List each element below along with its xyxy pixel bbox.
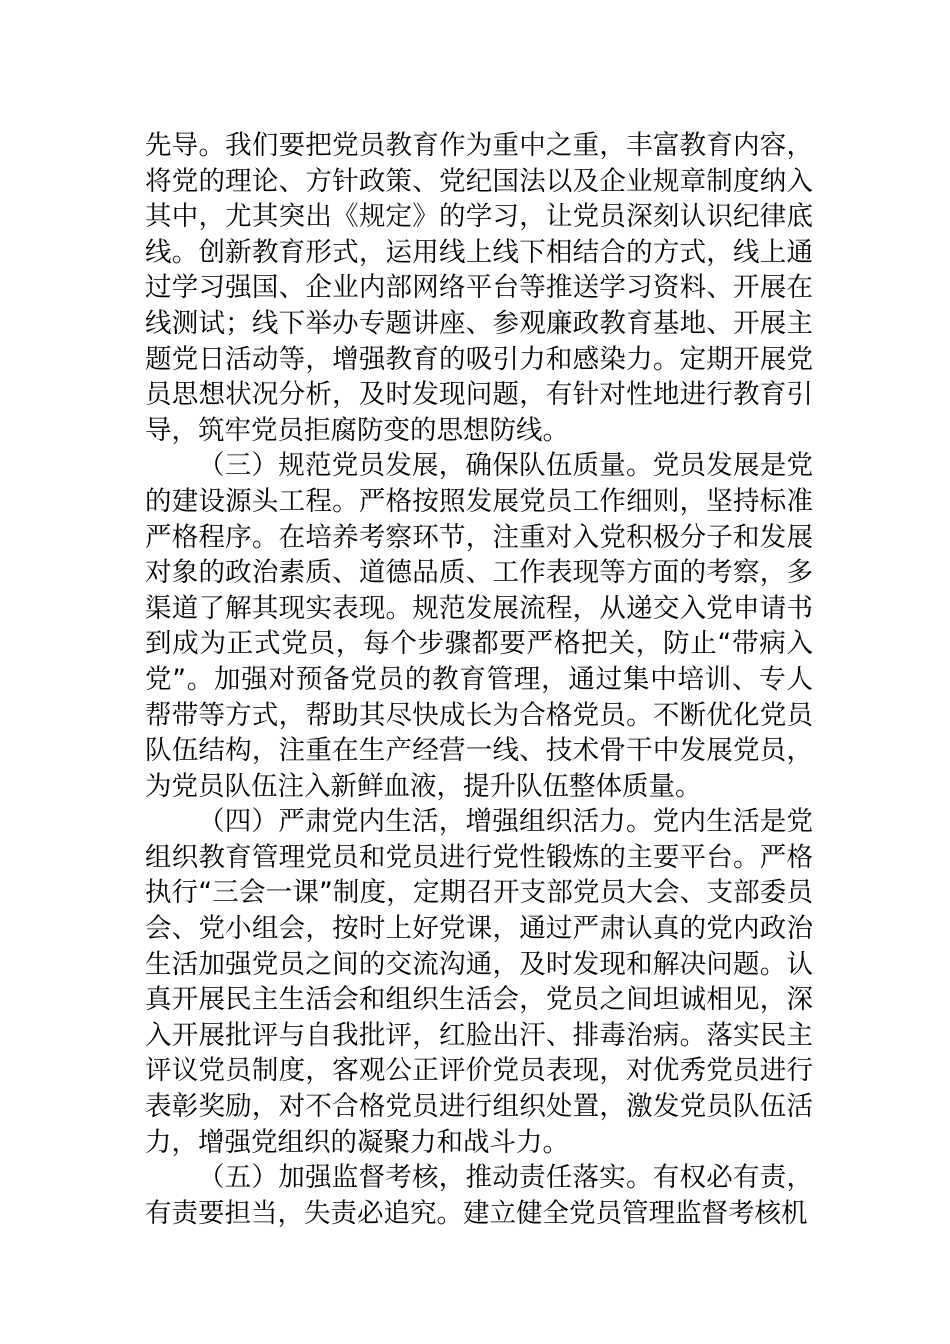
paragraph-section-4: （四）严肃党内生活，增强组织活力。党内生活是党组织教育管理党员和党员进行党性锻炼的主要平台。严格执行“三会一课”制度，定期召开支部党员大会、支部委员会、党小组会，按时上好党课，通过严肃认真的党内政治生活加强党员之间的交流沟通，及时发现和解决问题。认真开展民主生活会和组织生活会，党员之间坦诚相见，深入开展批评与自我批评，红脸出汗、排毒治病。落实民主评议党员制度，客观公正评价党员表现，对优秀党员进行表彰奖励，对不合格党员进行组织处置，激发党员队伍活力，增强党组织的凝聚力和战斗力。 <box>145 806 813 1158</box>
paragraph-section-3: （三）规范党员发展，确保队伍质量。党员发展是党的建设源头工程。严格按照发展党员工作细则，坚持标准严格程序。在培养考察环节，注重对入党积极分子和发展对象的政治素质、道德品质、工作表现等方面的考察，多渠道了解其现实表现。规范发展流程，从递交入党申请书到成为正式党员，每个步骤都要严格把关，防止“带病入党”。加强对预备党员的教育管理，通过集中培训、专人帮带等方式，帮助其尽快成长为合格党员。不断优化党员队伍结构，注重在生产经营一线、技术骨干中发展党员，为党员队伍注入新鲜血液，提升队伍整体质量。 <box>145 450 813 802</box>
paragraph-section-5: （五）加强监督考核，推动责任落实。有权必有责，有责要担当，失责必追究。建立健全党员管理监督考核机 <box>145 1162 813 1229</box>
paragraph-continuation: 先导。我们要把党员教育作为重中之重，丰富教育内容，将党的理论、方针政策、党纪国法以及企业规章制度纳入其中，尤其突出《规定》的学习，让党员深刻认识纪律底线。创新教育形式，运用线上线下相结合的方式，线上通过学习强国、企业内部网络平台等推送学习资料、开展在线测试；线下举办专题讲座、参观廉政教育基地、开展主题党日活动等，增强教育的吸引力和感染力。定期开展党员思想状况分析，及时发现问题，有针对性地进行教育引导，筑牢党员拒腐防变的思想防线。 <box>145 130 813 446</box>
body-text <box>145 128 813 1231</box>
